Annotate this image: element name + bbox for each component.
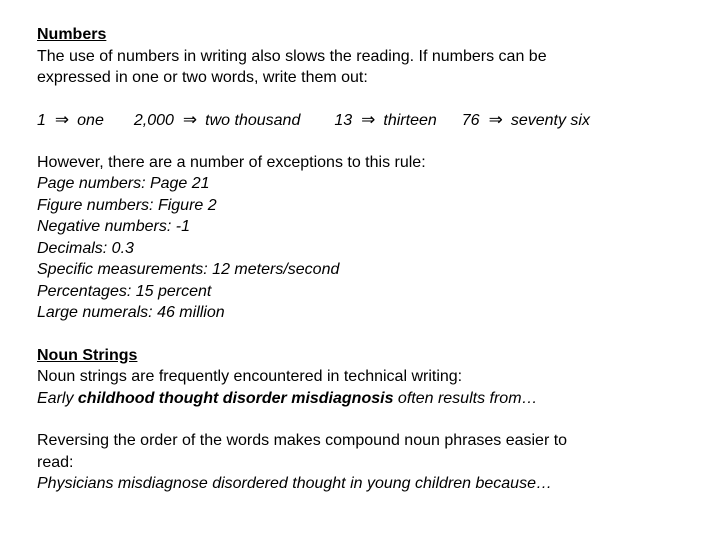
example-numeral: 2,000 bbox=[133, 111, 174, 129]
noun-example-post: often results from… bbox=[393, 389, 538, 407]
implies-arrow-icon: ⇒ bbox=[54, 109, 70, 130]
noun-example-bold: childhood thought disorder misdiagnosis bbox=[77, 389, 394, 407]
exceptions-intro: However, there are a number of exceptions to this rule: bbox=[37, 153, 426, 171]
numbers-heading: Numbers bbox=[37, 26, 107, 43]
implies-arrow-icon: ⇒ bbox=[361, 109, 376, 130]
number-example bbox=[462, 110, 590, 132]
example-words: two thousand bbox=[205, 111, 301, 129]
example-numeral: 76 bbox=[461, 111, 480, 129]
exception-item: Negative numbers: -1 bbox=[37, 218, 190, 235]
document-page bbox=[37, 24, 707, 495]
number-examples-row bbox=[37, 110, 707, 132]
implies-arrow-icon: ⇒ bbox=[182, 109, 198, 130]
numbers-intro-line-2: expressed in one or two words, write them out: bbox=[37, 69, 368, 86]
reversing-example: Physicians misdiagnose disordered thought in young children because… bbox=[37, 475, 552, 492]
exception-item: Decimals: 0.3 bbox=[37, 239, 134, 257]
exception-item: Percentages: 15 percent bbox=[37, 282, 212, 300]
example-words: thirteen bbox=[383, 111, 437, 129]
example-words: one bbox=[77, 111, 104, 129]
noun-example-pre: Early bbox=[37, 389, 78, 407]
implies-arrow-icon: ⇒ bbox=[488, 109, 503, 130]
exception-item: Large numerals: 46 million bbox=[37, 304, 225, 321]
number-example bbox=[334, 110, 436, 132]
exception-item: Figure numbers: Figure 2 bbox=[37, 196, 217, 214]
example-words: seventy six bbox=[510, 111, 590, 129]
numbers-intro-line-1: The use of numbers in writing also slows the reading. If numbers can be bbox=[37, 47, 547, 65]
reversing-line-2: read: bbox=[37, 453, 74, 471]
reversing-line-1: Reversing the order of the words makes compound noun phrases easier to bbox=[37, 432, 568, 449]
noun-strings-heading: Noun Strings bbox=[37, 346, 138, 364]
noun-strings-intro: Noun strings are frequently encountered in technical writing: bbox=[37, 368, 463, 385]
exception-item: Page numbers: Page 21 bbox=[37, 175, 210, 192]
number-example bbox=[134, 110, 300, 132]
example-numeral: 13 bbox=[334, 111, 353, 129]
exception-item: Specific measurements: 12 meters/second bbox=[37, 261, 340, 278]
example-numeral: 1 bbox=[37, 111, 46, 129]
noun-string-example bbox=[37, 388, 707, 410]
number-example bbox=[37, 110, 104, 132]
